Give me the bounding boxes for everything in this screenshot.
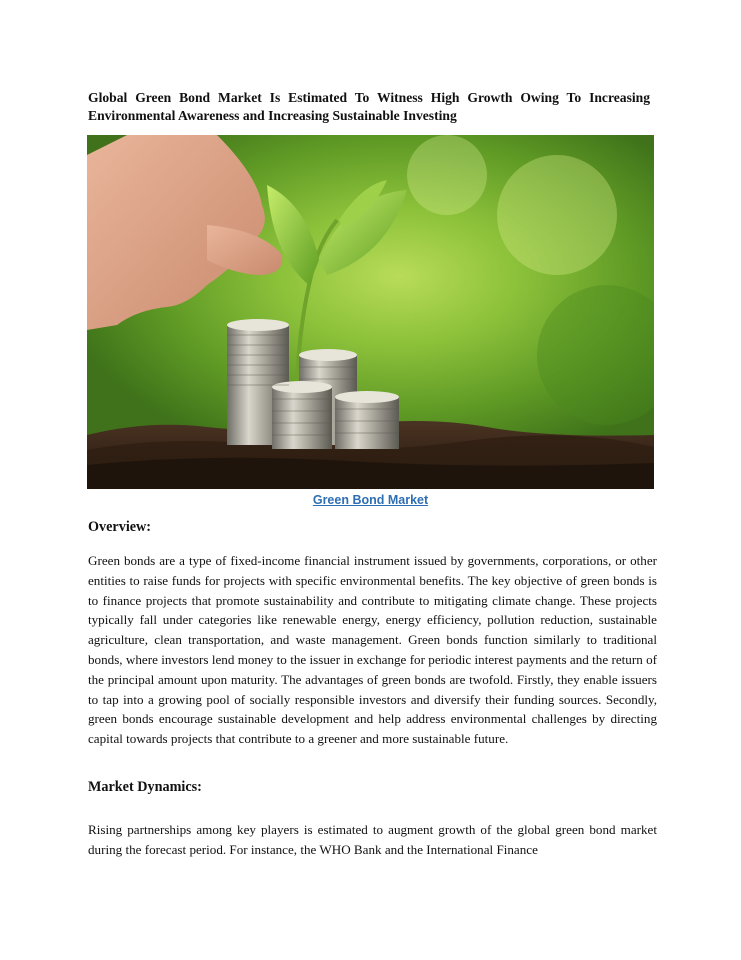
overview-paragraph: Green bonds are a type of fixed-income financial instrument issued by governments, corporations, or other entities to raise funds for projects with specific environmental benefits. The key objective of green bonds is to finance projects that promote sustainability and contribute to mitigating climate change. These projects typically fall under categories like renewable energy, energy efficiency, pollution reduction, sustainable agriculture, clean transportation, and waste management. Green bonds function similarly to traditional bonds, where investors lend money to the issuer in exchange for periodic interest payments and the return of the principal amount upon maturity. The advantages of green bonds are twofold. Firstly, they enable issuers to tap into a growing pool of socially responsible investors and diversify their funding sources. Secondly, green bonds encourage sustainable development and help address environmental challenges by directing capital towards projects that contribute to a greener and more sustainable future. [88,553,657,747]
coins-sprout-illustration [87,135,654,489]
market-dynamics-heading: Market Dynamics: [88,779,202,795]
green-bond-photo [87,135,654,489]
article-title: Global Green Bond Market Is Estimated To Witness High Growth Owing To Increasing Environmental Awareness and Increasing Sustainable Investing [88,90,650,123]
overview-heading: Overview: [88,519,152,535]
image-caption-link[interactable]: Green Bond Market [312,493,429,507]
market-dynamics-paragraph: Rising partnerships among key players is estimated to augment growth of the global green bond market during the forecast period. For instance, the WHO Bank and the International Finance [88,822,657,857]
